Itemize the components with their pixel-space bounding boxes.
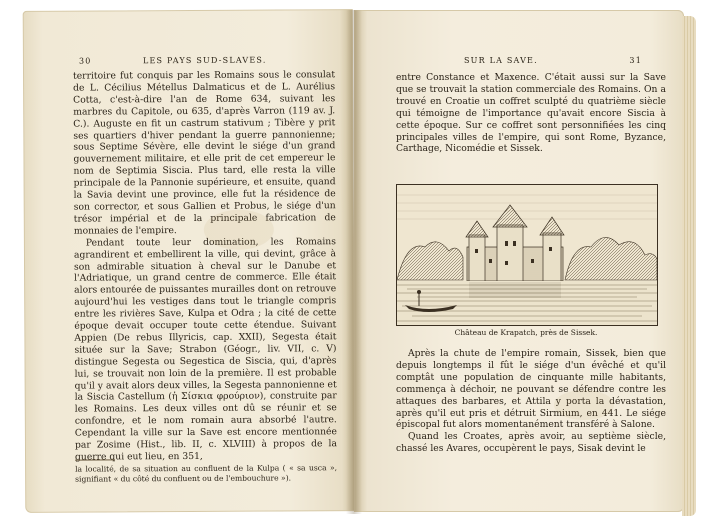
page-edges bbox=[682, 16, 696, 516]
running-head-left: LES PAYS SUD-SLAVES. bbox=[142, 55, 267, 66]
footnote: la localité, de sa situation au confluent de la Kulpa ( « sa usca », signifiant « du côté du confluent ou de l'embouchure »). bbox=[75, 463, 338, 484]
open-book bbox=[24, 10, 690, 522]
page-number-right: 31 bbox=[629, 56, 642, 65]
right-body-text-top bbox=[396, 72, 666, 155]
castle-engraving-image bbox=[397, 185, 657, 325]
paragraph: territoire fut conquis par les Romains sous le consulat de L. Cécilius Métellus Dalmaticus et de L. Aurélius Cotta, c'est-à-dire l'an de Rome 634, suivant les marbres du Capitole, ou 635, d'après Varron (119 av. J. C.). Auguste en fit un castrum stativum ; Tibère y prit ses quartiers d'hiver pendant la guerre pannonienne; sous Septime Sévère, elle devint le siége d'un grand gouvernement militaire, et elle prit de cet empereur le nom de Septimia Siscia. Plus tard, elle resta la ville principale de la Pannonie supérieure, et ensuite, quand la Savia devint une province, elle fut la résidence de son corrector, et sous Gallien et Probus, le siége d'un trésor impérial et de la principale fabrication de monnaies de l'empire. bbox=[73, 69, 336, 237]
left-running-head bbox=[23, 55, 353, 66]
paragraph: entre Constance et Maxence. C'était aussi sur la Save que se trouvait la station commerciale des Romains. On a trouvé en Croatie un coffret sculpté du quatrième siècle qui témoigne de l'importance qu'avait encore Siscia à cette époque. Sur ce coffret sont personnifiées les cinq principales villes de l'empire, qui sont Rome, Byzance, Carthage, Nicomédie et Sissek. bbox=[396, 72, 666, 155]
right-body-text-bottom bbox=[396, 348, 666, 455]
page-number-left: 30 bbox=[78, 56, 92, 66]
paragraph: Pendant toute leur domination, les Romains agrandirent et embellirent la ville, qui devint, grâce à son admirable situation à cheval sur le Danube et l'Adriatique, un grand centre de commerce. Elle était alors entourée de puissantes murailles dont on retrouve aujourd'hui les vestiges dans tout le triangle compris entre les rivières Save, Kulpa et Odra ; la cité de cette époque devait occuper toute cette étendue. Suivant Appien (De rebus Illyricis, cap. XXII), Segesta était située sur la Save; Strabon (Géogr., liv. VII, c. V) distingue Segesta ou Segestica de Siscia, qui, d'après lui, se trouvait non loin de la première. Il est probable qu'il y avait alors deux villes, la Segesta pannonienne et la Siscia Castellum (ἡ Σίσκια φρούριον), construite par les Romains. Les deux villes ont dû se réunir et se confondre, et le nom romain aura absorbé l'autre. Cependant la ville sur la Save est encore mentionnée par Zosime (Hist., lib. II, c. XLVIII) à propos de la guerre qui eut lieu, en 351, bbox=[73, 235, 337, 463]
running-head-right: SUR LA SAVE. bbox=[464, 56, 538, 65]
paragraph: Quand les Croates, après avoir, au septième siècle, chassé les Avares, occupèrent le pays, Sisak devint le bbox=[396, 431, 666, 455]
right-page bbox=[354, 10, 684, 512]
castle-engraving-illustration bbox=[396, 184, 658, 326]
left-page bbox=[23, 9, 356, 513]
book-gutter bbox=[346, 10, 362, 514]
figure-caption: Château de Krapatch, près de Sissek. bbox=[454, 328, 598, 337]
left-body-text bbox=[73, 69, 337, 463]
paragraph: Après la chute de l'empire romain, Sissek, bien que depuis longtemps il fût le siége d'un évêché et qu'il comptât une population de cinquante mille habitants, commença à déchoir, ne pouvant se défendre contre les attaques des barbares, et Attila y porta la dévastation, après qu'il eut pris et détruit Sirmium, en 441. Le siége épiscopal fut alors momentanément transféré à Salone. bbox=[396, 348, 666, 431]
